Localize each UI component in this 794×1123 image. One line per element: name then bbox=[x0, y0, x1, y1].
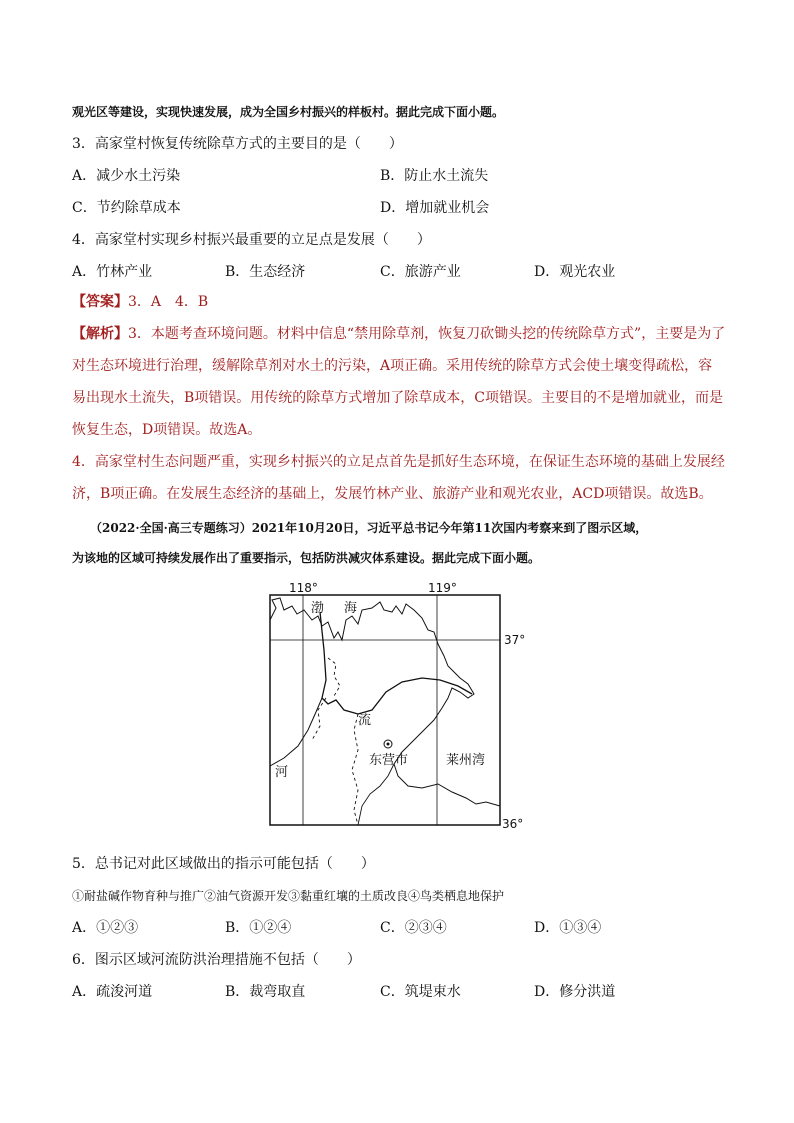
question-5-option-d[interactable]: D．①③④ bbox=[534, 920, 602, 936]
lon-119-label: 119° bbox=[428, 581, 457, 595]
answer-tag: 【答案】 bbox=[72, 294, 128, 310]
lon-118-label: 118° bbox=[289, 581, 318, 595]
analysis-line-1 bbox=[72, 324, 725, 344]
analysis-line-5: 4．高家堂村生态问题严重，实现乡村振兴的立足点首先是抓好生态环境，在保证生态环境的基础上发展经 bbox=[72, 454, 725, 470]
river-label-liu: 流 bbox=[358, 713, 372, 728]
question-3-stem: 3．高家堂村恢复传统除草方式的主要目的是（ ） bbox=[72, 136, 403, 152]
analysis-line-6: 济，B项正确。在发展生态经济的基础上，发展竹林产业、旅游产业和观光农业，ACD项错误。故选B。 bbox=[72, 486, 713, 502]
question-5-option-c[interactable]: C．②③④ bbox=[380, 920, 447, 936]
analysis-tag: 【解析】 bbox=[72, 326, 128, 342]
material-intro-2-line-1: （2022·全国·高三专题练习）2021年10月20日，习近平总书记今年第11次国内考察来到了图示区域， bbox=[90, 521, 648, 535]
question-4-option-a[interactable]: A．竹林产业 bbox=[72, 264, 153, 280]
analysis-line-2: 对生态环境进行治理，缓解除草剂对水土的污染，A项正确。采用传统的除草方式会使土壤变得疏松，容 bbox=[72, 358, 713, 374]
bohai-label-1: 渤 bbox=[311, 601, 325, 616]
question-3-option-a[interactable]: A．减少水土污染 bbox=[72, 168, 181, 184]
bohai-label-2: 海 bbox=[344, 601, 358, 616]
question-6-option-c[interactable]: C．筑堤束水 bbox=[380, 984, 461, 1000]
question-4-option-c[interactable]: C．旅游产业 bbox=[380, 264, 461, 280]
question-6-option-a[interactable]: A．疏浚河道 bbox=[72, 984, 153, 1000]
question-5-items: ①耐盐碱作物育种与推广②油气资源开发③黏重红壤的土质改良④鸟类栖息地保护 bbox=[72, 889, 505, 903]
lat-36-label: 36° bbox=[502, 817, 524, 831]
river-label-he: 河 bbox=[275, 765, 289, 780]
answer-line bbox=[72, 292, 208, 312]
analysis-text-1: 3．本题考查环境问题。材料中信息“禁用除草剂，恢复刀砍锄头挖的传统除草方式”，主要是为了 bbox=[128, 326, 726, 342]
question-4-stem: 4．高家堂村实现乡村振兴最重要的立足点是发展（ ） bbox=[72, 232, 431, 248]
question-5-stem: 5．总书记对此区域做出的指示可能包括（ ） bbox=[72, 856, 375, 872]
analysis-line-3: 易出现水土流失，B项错误。用传统的除草方式增加了除草成本，C项错误。主要目的不是增加就业，而是 bbox=[72, 390, 723, 406]
analysis-line-4: 恢复生态，D项错误。故选A。 bbox=[72, 422, 262, 438]
question-3-option-b[interactable]: B．防止水土流失 bbox=[380, 168, 489, 184]
material-intro-2-line-2: 为该地的区域可持续发展作出了重要指示，包括防洪减灾体系建设。据此完成下面小题。 bbox=[72, 551, 541, 565]
material-intro-tail: 观光区等建设，实现快速发展，成为全国乡村振兴的样板村。据此完成下面小题。 bbox=[72, 105, 505, 119]
answer-text: 3．A 4．B bbox=[128, 294, 209, 310]
question-6-option-b[interactable]: B．裁弯取直 bbox=[225, 984, 306, 1000]
question-3-option-d[interactable]: D．增加就业机会 bbox=[380, 200, 490, 216]
bay-label: 莱州湾 bbox=[446, 753, 486, 768]
city-label: 东营市 bbox=[369, 753, 409, 768]
lat-37-label: 37° bbox=[504, 633, 526, 647]
question-6-option-d[interactable]: D．修分洪道 bbox=[534, 984, 616, 1000]
question-5-option-a[interactable]: A．①②③ bbox=[72, 920, 139, 936]
question-6-stem: 6．图示区域河流防洪治理措施不包括（ ） bbox=[72, 952, 361, 968]
question-3-option-c[interactable]: C．节约除草成本 bbox=[72, 200, 181, 216]
region-map bbox=[262, 580, 532, 832]
question-4-option-b[interactable]: B．生态经济 bbox=[225, 264, 306, 280]
question-5-option-b[interactable]: B．①②④ bbox=[225, 920, 292, 936]
question-4-option-d[interactable]: D．观光农业 bbox=[534, 264, 616, 280]
